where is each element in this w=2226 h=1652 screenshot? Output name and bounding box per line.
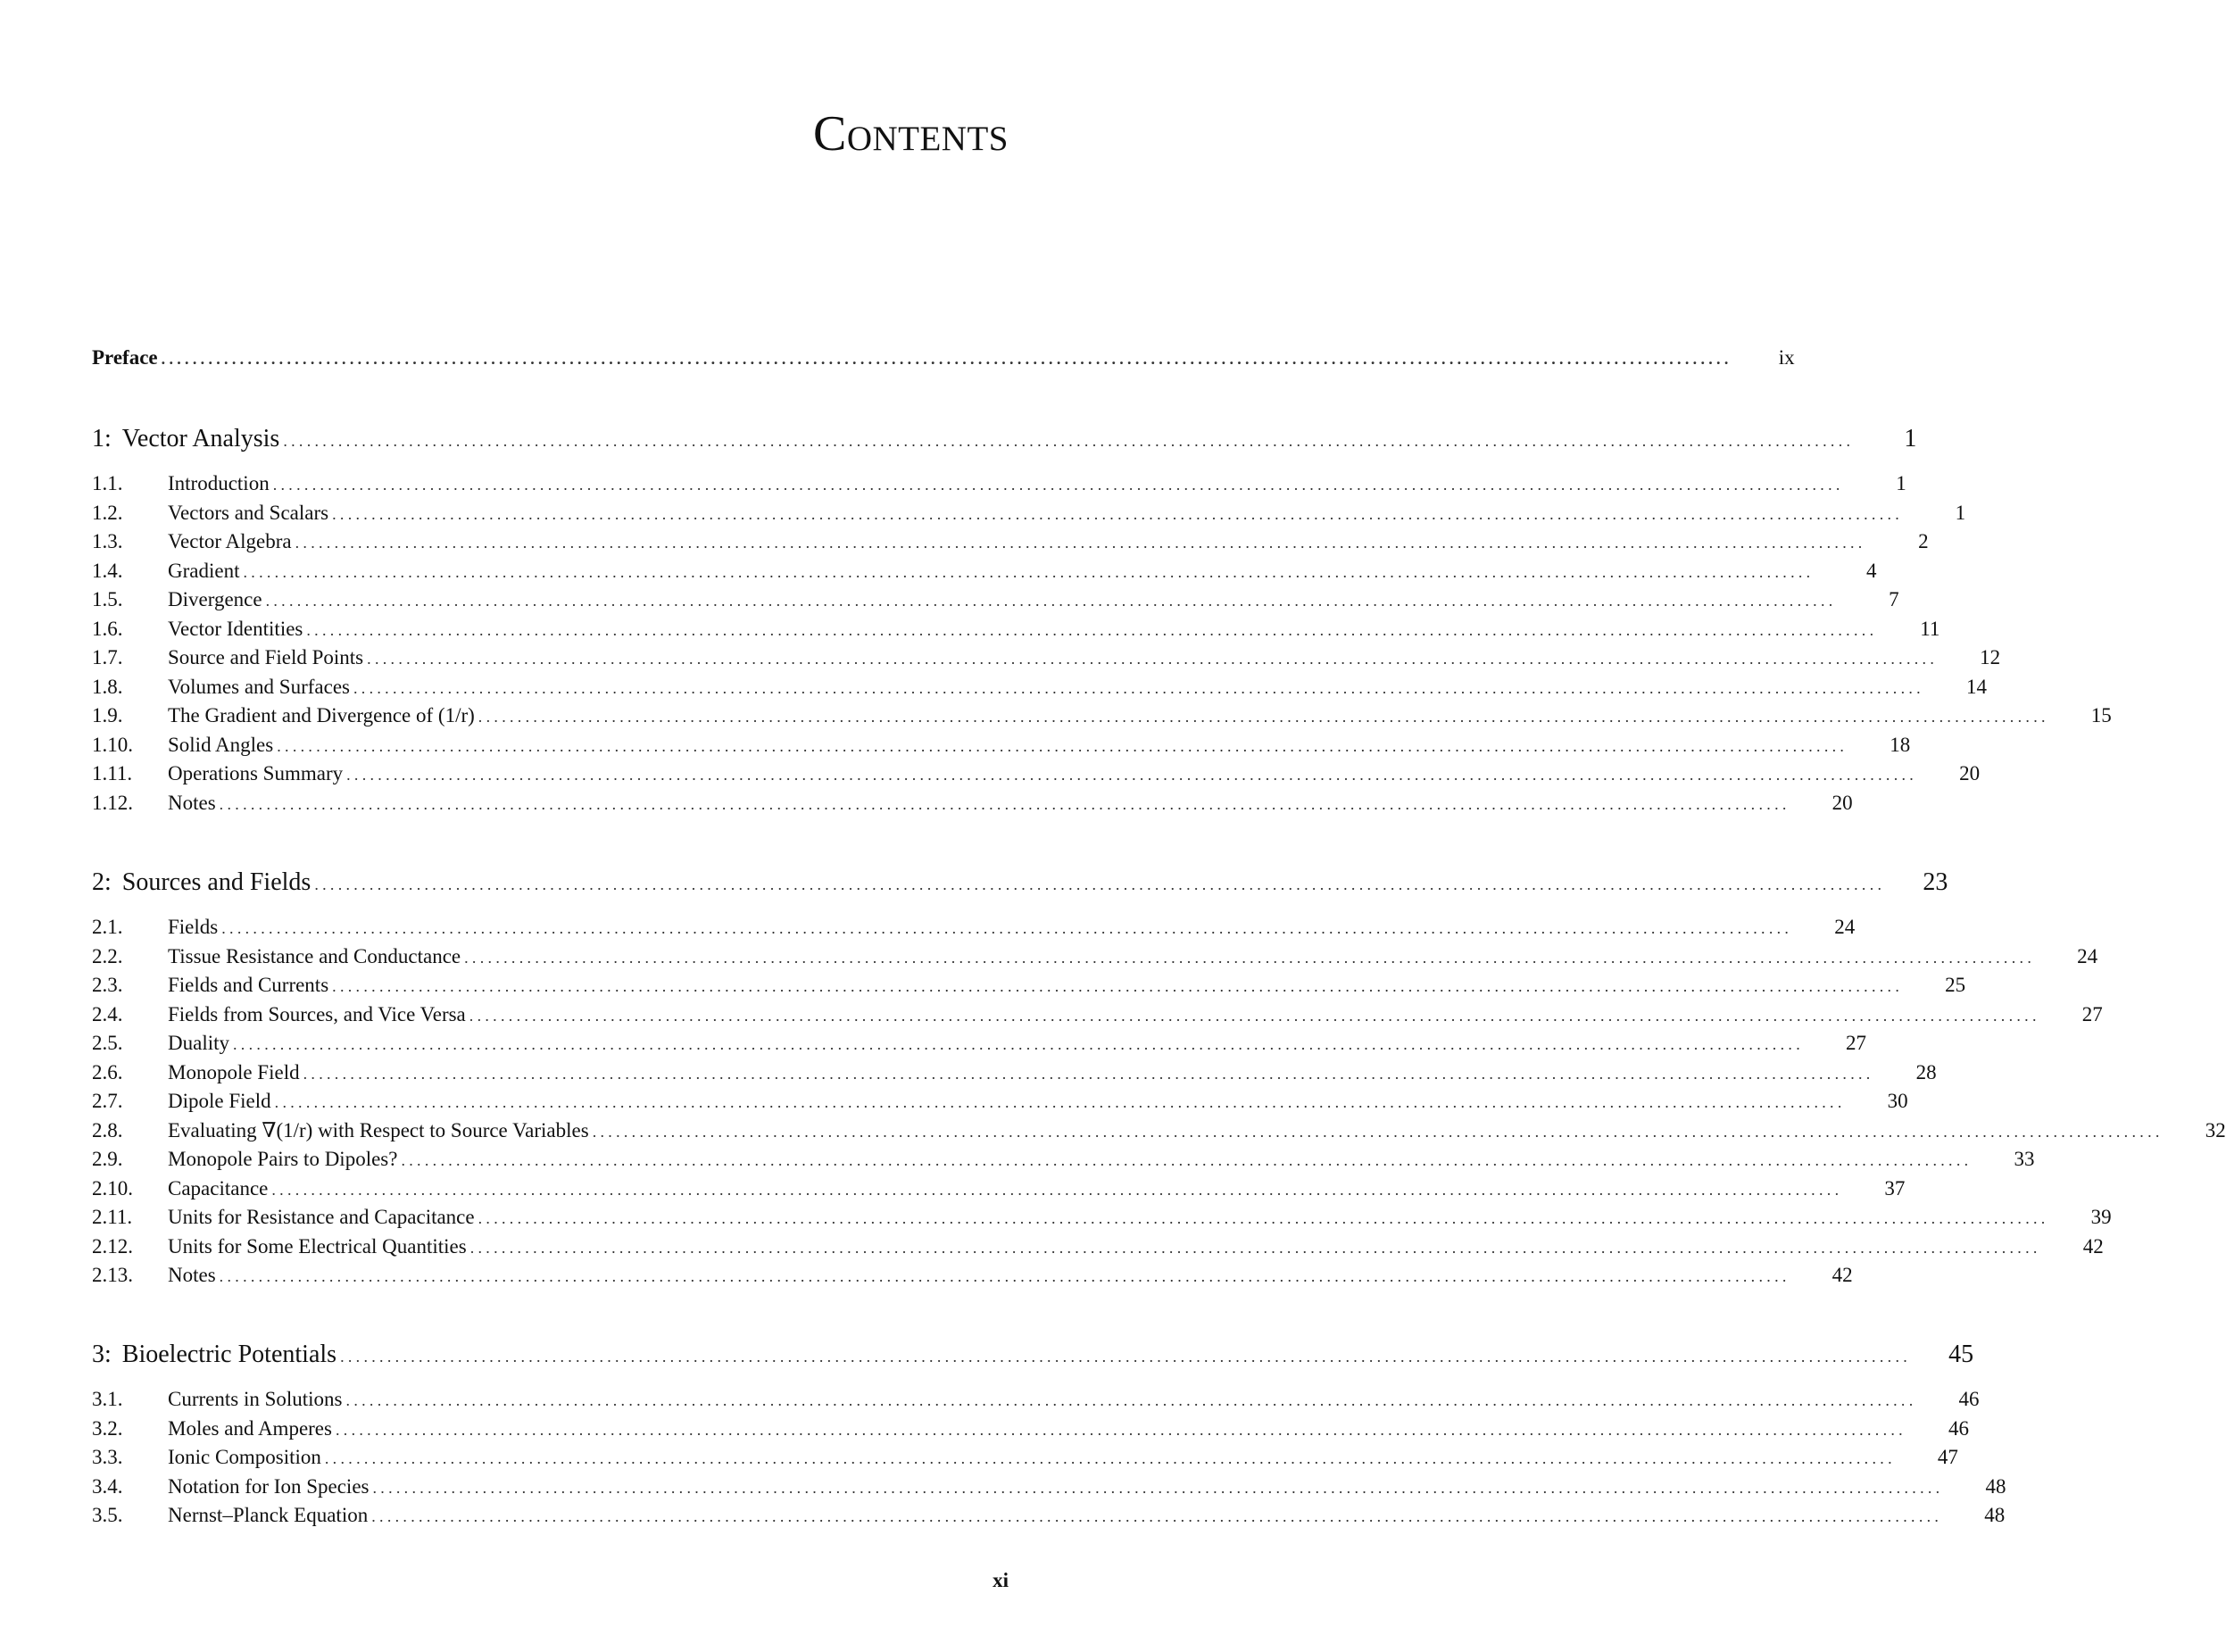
entry-title[interactable]: Fields and Currents (168, 974, 332, 997)
toc-section[interactable] (92, 1090, 1908, 1113)
page-number: xi (993, 1569, 1009, 1591)
dot-leader: ........................................................................................................................................................................................................ (265, 592, 1837, 610)
entry-page: 39 (2090, 1206, 2112, 1228)
entry-number: 3.3. (92, 1446, 123, 1468)
dot-leader: ........................................................................................................................................................................................................ (219, 1267, 1790, 1285)
entry-title[interactable]: Duality (168, 1032, 233, 1055)
entry-page: 28 (1915, 1060, 1937, 1083)
toc-section[interactable] (92, 733, 1911, 757)
entry-page: 20 (1831, 791, 1853, 814)
toc-chapter[interactable] (92, 868, 1948, 897)
dot-leader: ........................................................................................................................................................................................................ (233, 1035, 1804, 1053)
entry-number: 2.11. (92, 1206, 133, 1228)
entry-title[interactable]: Ionic Composition (168, 1446, 325, 1469)
entry-page: 18 (1890, 733, 1911, 756)
toc-section[interactable] (92, 762, 1981, 785)
entry-number: 1.1. (92, 472, 123, 494)
entry-page: 1 (1904, 425, 1917, 452)
dot-leader: ........................................................................................................................................................................................................ (271, 1180, 1843, 1199)
entry-title[interactable]: The Gradient and Divergence of (1/r) (168, 704, 478, 727)
entry-title[interactable]: Monopole Pairs to Dipoles? (168, 1148, 401, 1171)
toc-entry-preface[interactable] (92, 346, 1795, 369)
entry-number: 3.4. (92, 1474, 123, 1498)
entry-title[interactable]: Dipole Field (168, 1090, 275, 1113)
entry-number: 2.10. (92, 1176, 133, 1200)
dot-leader: ........................................................................................................................................................................................................ (283, 432, 1855, 450)
toc-section[interactable] (92, 646, 2001, 669)
entry-title[interactable]: Gradient (168, 560, 243, 583)
entry-number: 3.1. (92, 1388, 123, 1410)
entry-page: 46 (1958, 1388, 1980, 1410)
dot-leader: ........................................................................................................................................................................................................ (274, 1093, 1846, 1111)
dot-leader: ........................................................................................................................................................................................................ (335, 1420, 1906, 1439)
toc-section[interactable] (92, 704, 2112, 727)
toc-section[interactable] (92, 1118, 2226, 1142)
entry-title[interactable]: Solid Angles (168, 734, 277, 757)
entry-page: 25 (1945, 974, 1966, 996)
entry-title[interactable]: Introduction (168, 472, 273, 495)
entry-page: 24 (1834, 916, 1856, 938)
entry-number: 1.7. (92, 646, 123, 668)
entry-number: 2.6. (92, 1060, 123, 1083)
entry-page: 46 (1948, 1416, 1969, 1440)
toc-section[interactable] (92, 559, 1877, 583)
entry-number: 2.5. (92, 1032, 123, 1054)
entry-title[interactable]: Sources and Fields (122, 868, 315, 897)
toc-section[interactable] (92, 1388, 1980, 1411)
entry-title[interactable]: Notes (168, 1264, 220, 1287)
dot-leader: ........................................................................................................................................................................................................ (464, 948, 2036, 967)
entry-title[interactable]: Notes (168, 792, 220, 815)
toc-section[interactable] (92, 1234, 2104, 1258)
toc-section[interactable] (92, 588, 1899, 611)
entry-page: 42 (1831, 1264, 1853, 1286)
entry-page: 42 (2082, 1234, 2104, 1258)
toc-section[interactable] (92, 1474, 2006, 1498)
entry-title[interactable]: Fields from Sources, and Vice Versa (168, 1003, 469, 1026)
dot-leader: ........................................................................................................................................................................................................ (219, 794, 1790, 813)
entry-page: 33 (2014, 1148, 2035, 1170)
entry-title[interactable]: Notation for Ion Species (168, 1475, 372, 1498)
entry-number: 1.11. (92, 762, 133, 784)
toc-section[interactable] (92, 944, 2098, 968)
entry-page: 1 (1955, 501, 1966, 524)
entry-number: 1.2. (92, 501, 123, 524)
entry-title[interactable]: Preface (92, 346, 162, 369)
toc-section[interactable] (92, 974, 1966, 997)
toc-section[interactable] (92, 617, 1940, 641)
dot-leader: ........................................................................................................................................................................................................ (324, 1449, 1896, 1467)
entry-page: 23 (1923, 868, 1948, 896)
entry-title[interactable]: Vector Algebra (168, 530, 295, 553)
entry-page: 37 (1884, 1176, 1906, 1200)
entry-title[interactable]: Monopole Field (168, 1061, 303, 1084)
toc-section[interactable] (92, 1206, 2112, 1229)
entry-title[interactable]: Vectors and Scalars (168, 502, 332, 525)
dot-leader: ........................................................................................................................................................................................................ (478, 1209, 2049, 1227)
entry-page: 30 (1887, 1090, 1908, 1112)
toc-section[interactable] (92, 1446, 1958, 1469)
entry-title[interactable]: Vector Identities (168, 618, 306, 641)
dot-leader: ........................................................................................................................................................................................................ (306, 620, 1878, 639)
entry-number: 2.1. (92, 916, 123, 938)
dot-leader: ........................................................................................................................................................................................................ (340, 1348, 1912, 1366)
dot-leader: ........................................................................................................................................................................................................ (469, 1006, 2040, 1025)
entry-title[interactable]: Currents in Solutions (168, 1388, 346, 1411)
entry-title[interactable]: Evaluating ∇(1/r) with Respect to Source Variables (168, 1119, 593, 1142)
entry-page: 11 (1920, 617, 1940, 640)
entry-page: 47 (1937, 1446, 1958, 1468)
entry-title[interactable]: Vector Analysis (122, 425, 284, 453)
dot-leader: ........................................................................................................................................................................................................ (367, 650, 1939, 668)
entry-page: 24 (2077, 944, 2098, 967)
entry-number: 2.13. (92, 1264, 133, 1286)
dot-leader: ........................................................................................................................................................................................................ (314, 876, 1886, 893)
entry-title[interactable]: Volumes and Surfaces (168, 676, 353, 699)
entry-number: 2.2. (92, 944, 123, 967)
entry-page: 7 (1889, 588, 1899, 610)
toc-section[interactable] (92, 530, 1929, 553)
entry-title[interactable]: Units for Some Electrical Quantities (168, 1235, 470, 1258)
entry-number: 3.5. (92, 1504, 123, 1526)
dot-leader: ........................................................................................................................................................................................................ (277, 736, 1848, 755)
dot-leader: ........................................................................................................................................................................................................ (592, 1122, 2164, 1141)
entry-number: 2.7. (92, 1090, 123, 1112)
entry-number: 2.3. (92, 974, 123, 996)
toc-section[interactable] (92, 501, 1966, 525)
entry-page: ix (1778, 346, 1795, 369)
entry-number: 1.4. (92, 559, 123, 582)
entry-page: 14 (1965, 675, 1987, 698)
dot-leader: ........................................................................................................................................................................................................ (372, 1478, 1944, 1497)
entry-number: 2: (92, 868, 112, 896)
dot-leader: ........................................................................................................................................................................................................ (345, 1391, 1917, 1409)
entry-title[interactable]: Fields (168, 916, 221, 939)
toc-section[interactable] (92, 675, 1987, 699)
entry-number: 2.12. (92, 1234, 133, 1258)
entry-number: 1.8. (92, 675, 123, 698)
dot-leader: ........................................................................................................................................................................................................ (401, 1151, 1973, 1169)
entry-page: 45 (1948, 1341, 1974, 1368)
entry-title[interactable]: Operations Summary (168, 762, 346, 785)
entry-page: 2 (1918, 530, 1929, 552)
entry-page: 1 (1896, 472, 1906, 494)
entry-page: 20 (1959, 762, 1981, 784)
entry-number: 2.9. (92, 1148, 123, 1170)
entry-title[interactable]: Units for Resistance and Capacitance (168, 1206, 478, 1229)
toc-section[interactable] (92, 1416, 1969, 1440)
entry-title[interactable]: Capacitance (168, 1177, 271, 1200)
entry-number: 1: (92, 425, 112, 452)
entry-number: 1.5. (92, 588, 123, 610)
dot-leader: ........................................................................................................................................................................................................ (303, 1064, 1874, 1083)
toc-section[interactable] (92, 1032, 1866, 1055)
dot-leader: ........................................................................................................................................................................................................ (243, 562, 1815, 581)
entry-page: 32 (2205, 1118, 2226, 1141)
toc-section[interactable] (92, 1264, 1853, 1287)
dot-leader: ........................................................................................................................................................................................................ (346, 766, 1918, 784)
dot-leader: ........................................................................................................................................................................................................ (295, 534, 1866, 552)
entry-page: 27 (1846, 1032, 1866, 1054)
entry-page: 12 (1980, 646, 2001, 668)
toc-chapter[interactable] (92, 425, 1917, 453)
entry-title[interactable]: Tissue Resistance and Conductance (168, 945, 464, 968)
toc-section[interactable] (92, 791, 1853, 815)
entry-number: 1.6. (92, 617, 123, 640)
entry-title[interactable]: Source and Field Points (168, 646, 367, 669)
toc-section[interactable] (92, 472, 1906, 495)
dot-leader: ........................................................................................................................................................................................................ (332, 977, 1904, 995)
toc-section[interactable] (92, 916, 1856, 939)
entry-title[interactable]: Divergence (168, 588, 266, 611)
entry-number: 1.9. (92, 704, 123, 726)
toc-section[interactable] (92, 1504, 2006, 1527)
dot-leader: ........................................................................................................................................................................................................ (161, 350, 1732, 368)
toc-section[interactable] (92, 1176, 1906, 1200)
entry-page: 27 (2081, 1002, 2103, 1025)
entry-title[interactable]: Bioelectric Potentials (122, 1341, 340, 1369)
entry-number: 2.8. (92, 1118, 123, 1141)
entry-number: 1.3. (92, 530, 123, 552)
entry-page: 4 (1865, 559, 1877, 582)
dot-leader: ........................................................................................................................................................................................................ (478, 708, 2049, 726)
toc-section[interactable] (92, 1148, 2035, 1171)
entry-page: 48 (1984, 1504, 2006, 1526)
entry-number: 3: (92, 1341, 112, 1368)
entry-number: 1.10. (92, 733, 133, 756)
dot-leader: ........................................................................................................................................................................................................ (221, 919, 1793, 937)
dot-leader: ........................................................................................................................................................................................................ (353, 678, 1924, 697)
toc-section[interactable] (92, 1060, 1937, 1084)
toc-chapter[interactable] (92, 1341, 1974, 1369)
toc-section[interactable] (92, 1002, 2103, 1026)
dot-leader: ........................................................................................................................................................................................................ (272, 476, 1844, 494)
entry-number: 3.2. (92, 1416, 123, 1440)
entry-title[interactable]: Nernst–Planck Equation (168, 1504, 371, 1527)
dot-leader: ........................................................................................................................................................................................................ (371, 1507, 1943, 1525)
entry-page: 48 (1985, 1474, 2006, 1498)
entry-number: 1.12. (92, 791, 133, 814)
dot-leader: ........................................................................................................................................................................................................ (332, 504, 1904, 523)
entry-title[interactable]: Moles and Amperes (168, 1417, 336, 1440)
dot-leader: ........................................................................................................................................................................................................ (469, 1238, 2041, 1257)
entry-number: 2.4. (92, 1002, 123, 1025)
page-title: Contents (812, 106, 1009, 162)
entry-page: 15 (2090, 704, 2112, 726)
